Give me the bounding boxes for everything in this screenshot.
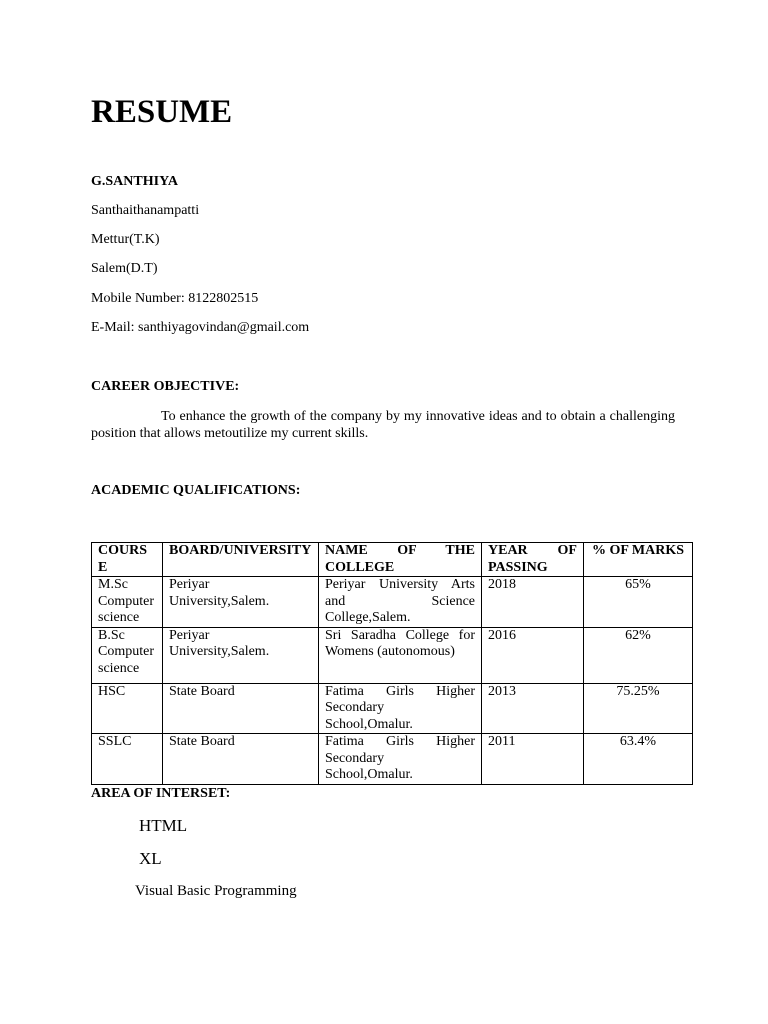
cell-college: Periyar University Arts and Science College,Salem.: [319, 577, 482, 628]
cell-course: HSC: [92, 683, 163, 734]
header-marks: % OF MARKS: [584, 543, 693, 577]
table-row: [92, 627, 693, 683]
career-objective-heading: CAREER OBJECTIVE:: [91, 379, 240, 394]
cell-year: 2018: [482, 577, 584, 628]
mobile-number: Mobile Number: 8122802515: [91, 291, 259, 306]
academic-heading: ACADEMIC QUALIFICATIONS:: [91, 483, 301, 498]
cell-year: 2011: [482, 734, 584, 785]
cell-college: Sri Saradha College for Womens (autonomous): [319, 627, 482, 683]
cell-marks: 62%: [584, 627, 693, 683]
header-course: COURS E: [92, 543, 163, 577]
cell-course: B.Sc Computer science: [92, 627, 163, 683]
header-year: YEAR OF PASSING: [482, 543, 584, 577]
cell-board: Periyar University,Salem.: [163, 577, 319, 628]
cell-board: State Board: [163, 683, 319, 734]
career-objective-text: To enhance the growth of the company by my innovative ideas and to obtain a challenging position that allows metoutilize my current skills.: [91, 409, 675, 441]
cell-board: Periyar University,Salem.: [163, 627, 319, 683]
cell-college: Fatima Girls Higher Secondary School,Omalur.: [319, 683, 482, 734]
cell-course: M.Sc Computer science: [92, 577, 163, 628]
table-row: [92, 577, 693, 628]
interest-heading: AREA OF INTERSET:: [91, 786, 231, 801]
address-line-2: Mettur(T.K): [91, 232, 160, 247]
table-row: [92, 734, 693, 785]
table-header-row: [92, 543, 693, 577]
email-address: E-Mail: santhiyagovindan@gmail.com: [91, 320, 310, 335]
cell-marks: 63.4%: [584, 734, 693, 785]
table-row: [92, 683, 693, 734]
interest-item: Visual Basic Programming: [135, 883, 297, 899]
cell-marks: 75.25%: [584, 683, 693, 734]
address-line-3: Salem(D.T): [91, 261, 158, 276]
cell-board: State Board: [163, 734, 319, 785]
address-line-1: Santhaithanampatti: [91, 203, 200, 218]
cell-year: 2013: [482, 683, 584, 734]
interest-item: XL: [139, 849, 162, 868]
cell-marks: 65%: [584, 577, 693, 628]
cell-year: 2016: [482, 627, 584, 683]
academic-table: [91, 542, 693, 785]
cell-college: Fatima Girls Higher Secondary School,Omalur.: [319, 734, 482, 785]
interest-item: HTML: [139, 816, 188, 835]
header-college: NAME OF THE COLLEGE: [319, 543, 482, 577]
resume-title: RESUME: [91, 94, 233, 130]
cell-course: SSLC: [92, 734, 163, 785]
candidate-name: G.SANTHIYA: [91, 174, 179, 189]
header-board: BOARD/UNIVERSITY: [163, 543, 319, 577]
